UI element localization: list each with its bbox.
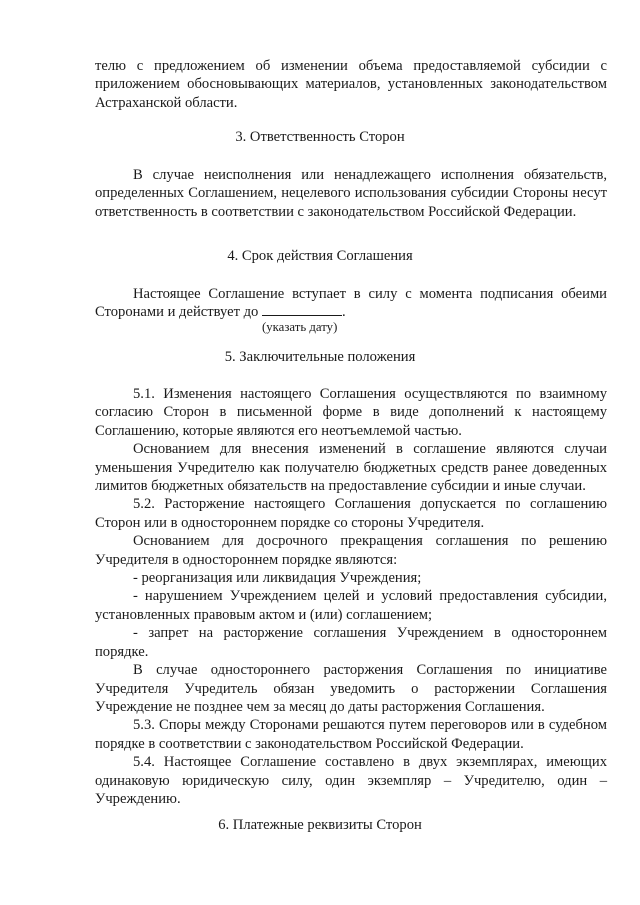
- section-3-heading: 3. Ответственность Сторон: [235, 129, 405, 145]
- section-5-heading: 5. Заключительные положения: [224, 349, 416, 365]
- section-3-paragraph: В случае неисполнения или ненадлежащего исполнения обязательств, определенных Соглашением, нецелевого использования субсидии Стороны несут ответственность в соответствии с законодательством Российской Федерации.: [95, 167, 607, 220]
- section-3-body: [95, 166, 607, 221]
- clause-5-2-item-2: - нарушением Учреждением целей и условий предоставления субсидии, установленных правовым актом и (или) соглашением;: [95, 588, 607, 623]
- section-4-period: .: [342, 304, 346, 321]
- clause-5-2: 5.2. Расторжение настоящего Соглашения допускается по соглашению Сторон или в одностороннем порядке со стороны Учредителя.: [95, 496, 607, 531]
- section-4-heading: 4. Срок действия Соглашения: [227, 248, 413, 264]
- section-4-paragraph: [95, 285, 607, 322]
- clause-5-1: 5.1. Изменения настоящего Соглашения осуществляются по взаимному согласию Сторон в письменной форме в виде дополнений к настоящему Соглашению, которые являются его неотъемлемой частью.: [95, 386, 607, 439]
- date-blank-line: [262, 303, 342, 316]
- clause-5-1-basis: Основанием для внесения изменений в соглашение являются случаи уменьшения Учредителю как получателю бюджетных средств ранее доведенных лимитов бюджетных обязательств на предоставление субсидии и иные случаи.: [95, 441, 607, 495]
- clause-5-2-item-3: - запрет на расторжение соглашения Учреждением в одностороннем порядке.: [95, 625, 607, 660]
- clause-5-2-item-1: - реорганизация или ликвидация Учреждения;: [133, 570, 422, 587]
- clause-5-2-basis: Основанием для досрочного прекращения соглашения по решению Учредителя в одностороннем порядке являются:: [95, 533, 607, 568]
- section-4-text: Настоящее Соглашение вступает в силу с момента подписания обеими Сторонами и действует до: [95, 286, 607, 321]
- clause-5-2-notice: В случае одностороннего расторжения Соглашения по инициативе Учредителя Учредитель обязан уведомить о расторжении Соглашения Учреждение не позднее чем за месяц до даты расторжения Соглашения.: [95, 662, 607, 715]
- clause-5-3: 5.3. Споры между Сторонами решаются путем переговоров или в судебном порядке в соответствии с законодательством Российской Федерации.: [95, 717, 607, 752]
- section-4-body: [95, 285, 607, 322]
- clause-5-4: 5.4. Настоящее Соглашение составлено в двух экземплярах, имеющих одинаковую юридическую силу, один экземпляр – Учредителю, один – Учреждению.: [95, 754, 607, 807]
- section-5-body: [95, 385, 607, 808]
- intro-paragraph: [95, 57, 607, 112]
- date-hint: (указать дату): [262, 320, 338, 334]
- section-6-heading: 6. Платежные реквизиты Сторон: [218, 817, 422, 833]
- intro-text: телю с предложением об изменении объема предоставляемой субсидии с приложением обосновывающих материалов, установленных законодательством Астраханской области.: [95, 58, 607, 111]
